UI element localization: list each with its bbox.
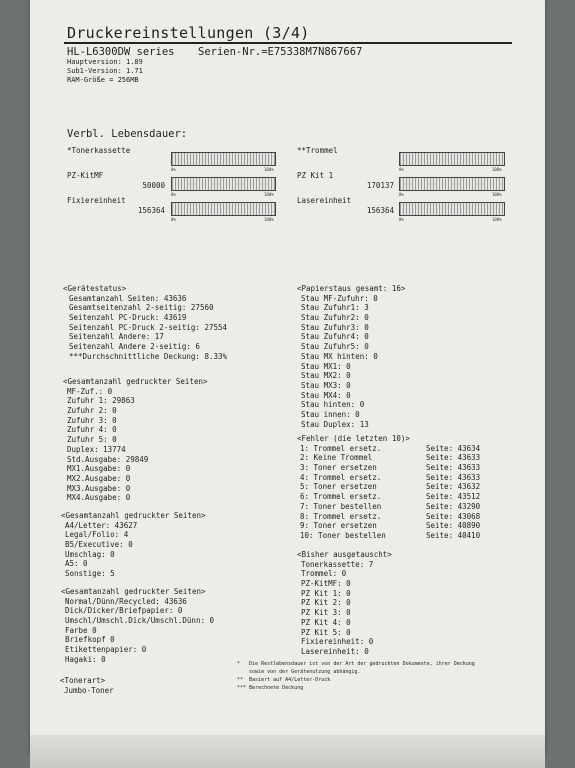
line-item: PZ-KitMF: 0 <box>301 579 351 589</box>
error-row <box>300 473 507 483</box>
error-page: Seite: 40410 <box>426 530 481 540</box>
line-item: Fixiereinheit: 0 <box>301 637 374 647</box>
error-message: 2: Keine Trommel <box>300 453 373 463</box>
error-page: Seite: 43632 <box>426 482 481 492</box>
line-item: Umschlag: 0 <box>65 549 115 559</box>
line-item: B5/Executive: 0 <box>65 540 133 550</box>
line-item: Zufuhr 1: 29863 <box>67 396 135 406</box>
ram-size: RAM-Größe = 256MB <box>67 76 139 84</box>
error-row <box>300 531 507 541</box>
replaced-parts-section <box>297 550 392 656</box>
line-item: Gesamtseitenzahl 2-seitig: 27560 <box>69 303 214 313</box>
jam-lines <box>297 293 405 429</box>
version-info <box>67 58 143 85</box>
line-item: ***Durchschnittliche Deckung: 8.33% <box>69 351 228 361</box>
error-row <box>300 521 507 531</box>
error-row <box>300 444 507 454</box>
life-bar-toner <box>171 152 276 166</box>
line-item: Umschl/Umschl.Dick/Umschl.Dünn: 0 <box>65 616 215 626</box>
line-item: Duplex: 13774 <box>67 444 126 454</box>
error-row <box>300 453 507 463</box>
bar-scale-max: 100% <box>264 167 274 172</box>
line-item: PZ Kit 1: 0 <box>301 588 351 598</box>
bar-scale-max: 100% <box>492 217 502 222</box>
bar-scale-max: 100% <box>492 167 502 172</box>
life-value-pzkitmf: 50000 <box>142 181 165 190</box>
status-lines <box>63 293 228 361</box>
life-label-fuser: Fixiereinheit <box>67 196 126 205</box>
line-item: Stau MF-Zufuhr: 0 <box>301 293 378 303</box>
bar-scale-max: 100% <box>264 192 274 197</box>
life-label-drum: **Trommel <box>297 146 338 155</box>
life-bar-drum <box>399 152 505 166</box>
error-page: Seite: 43633 <box>426 472 481 482</box>
title-rule <box>64 42 512 44</box>
error-row <box>300 482 507 492</box>
error-message: 3: Toner ersetzen <box>300 463 377 473</box>
section-heading: <Fehler (die letzten 10)> <box>297 434 410 443</box>
error-message: 8: Trommel ersetz. <box>300 511 382 521</box>
life-label-toner: *Tonerkassette <box>67 146 131 155</box>
line-item: *** Berechnete Deckung <box>237 685 304 691</box>
line-item: Zufuhr 3: 0 <box>67 415 117 425</box>
toner-type-section <box>60 676 114 695</box>
line-item: PZ Kit 2: 0 <box>301 598 351 608</box>
line-item: Sonstige: 5 <box>65 569 115 579</box>
line-item: Gesamtanzahl Seiten: 43636 <box>69 293 187 303</box>
error-log-section <box>297 434 507 540</box>
line-item: PZ Kit 5: 0 <box>301 627 351 637</box>
line-item: Zufuhr 5: 0 <box>67 435 117 445</box>
line-item: MF-Zuf.: 0 <box>67 386 113 396</box>
error-message: 4: Trommel ersetz. <box>300 472 382 482</box>
line-item: A4/Letter: 43627 <box>65 520 138 530</box>
line-item: Etikettenpapier: 0 <box>65 645 147 655</box>
line-item: Seitenzahl Andere 2-seitig: 6 <box>69 342 200 352</box>
section-heading: <Bisher ausgetauscht> <box>297 550 392 559</box>
life-bar-pzkitmf <box>171 177 276 191</box>
error-row <box>300 512 507 522</box>
bar-scale-min: 0% <box>399 167 404 172</box>
remaining-life-heading: Verbl. Lebensdauer: <box>67 128 188 140</box>
line-item: Farbe 0 <box>65 625 97 635</box>
footnotes <box>237 660 475 692</box>
section-heading: <Papierstaus gesamt: 16> <box>297 284 406 293</box>
line-item: Seitenzahl PC-Druck: 43619 <box>69 313 187 323</box>
line-item: Briefkopf 0 <box>65 635 115 645</box>
line-item: Stau Duplex: 13 <box>301 419 369 429</box>
bar-scale-min: 0% <box>399 192 404 197</box>
sub-version: Sub1-Version: 1.71 <box>67 67 143 75</box>
line-item: Seitenzahl PC-Druck 2-seitig: 27554 <box>69 322 228 332</box>
bar-scale-min: 0% <box>171 217 176 222</box>
line-item: A5: 0 <box>65 559 88 569</box>
line-item: PZ Kit 4: 0 <box>301 617 351 627</box>
life-value-fuser: 156364 <box>137 206 165 215</box>
line-item: Zufuhr 4: 0 <box>67 425 117 435</box>
replaced-lines <box>297 559 392 656</box>
line-item: Stau Zufuhr1: 3 <box>301 303 369 313</box>
line-item: Hagaki: 0 <box>65 654 106 664</box>
line-item: Std.Ausgabe: 29849 <box>67 454 149 464</box>
life-value-pzkit1: 170137 <box>366 181 394 190</box>
error-page: Seite: 43290 <box>426 501 481 511</box>
error-message: 10: Toner bestellen <box>300 530 386 540</box>
section-heading: <Tonerart> <box>60 676 106 685</box>
life-bar-pzkit1 <box>399 177 505 191</box>
bar-scale-min: 0% <box>171 167 176 172</box>
line-item: ** Basiert auf A4/Letter-Druck <box>237 677 331 683</box>
error-rows <box>297 443 507 540</box>
life-bar-fuser <box>171 202 276 216</box>
line-item: Stau Zufuhr2: 0 <box>301 313 369 323</box>
line-item: Tonerkassette: 7 <box>301 559 374 569</box>
media-lines <box>61 596 215 664</box>
error-row <box>300 492 507 502</box>
life-label-pzkitmf: PZ-KitMF <box>67 171 104 180</box>
line-item: MX4.Ausgabe: 0 <box>67 493 131 503</box>
device-status-section <box>63 284 228 361</box>
section-heading: <Gerätestatus> <box>63 284 127 293</box>
bar-scale-max: 100% <box>492 192 502 197</box>
main-version: Hauptversion: 1.89 <box>67 58 143 66</box>
page-title: Druckereinstellungen (3/4) <box>67 24 310 42</box>
model-name: HL-L6300DW series <box>67 46 175 58</box>
line-item: Lasereinheit: 0 <box>301 646 369 656</box>
line-item: Zufuhr 2: 0 <box>67 406 117 416</box>
line-item: Stau MX3: 0 <box>301 380 351 390</box>
line-item: Stau MX4: 0 <box>301 390 351 400</box>
error-message: 6: Trommel ersetz. <box>300 492 382 502</box>
serial-number: Serien-Nr.=E75338M7N867667 <box>198 46 363 58</box>
error-page: Seite: 43512 <box>426 492 481 502</box>
paper-jams-section <box>297 284 406 429</box>
error-message: 5: Toner ersetzen <box>300 482 377 492</box>
size-lines <box>61 520 206 579</box>
line-item: MX1.Ausgabe: 0 <box>67 464 131 474</box>
printed-pages-by-source <box>63 377 208 503</box>
bar-scale-min: 0% <box>399 217 404 222</box>
line-item: MX2.Ausgabe: 0 <box>67 473 131 483</box>
line-item: Stau Zufuhr5: 0 <box>301 342 369 352</box>
line-item: Dick/Dicker/Briefpapier: 0 <box>65 606 183 616</box>
section-heading: <Gesamtanzahl gedruckter Seiten> <box>61 587 206 596</box>
line-item: PZ Kit 3: 0 <box>301 608 351 618</box>
error-row <box>300 463 507 473</box>
life-label-pzkit1: PZ Kit 1 <box>297 171 334 180</box>
line-item: Normal/Dünn/Recycled: 43636 <box>65 596 187 606</box>
error-page: Seite: 43633 <box>426 453 481 463</box>
error-page: Seite: 40890 <box>426 521 481 531</box>
page-shadow <box>30 735 545 768</box>
error-page: Seite: 43633 <box>426 463 481 473</box>
line-item: MX3.Ausgabe: 0 <box>67 483 131 493</box>
printed-pages-by-size <box>61 511 206 579</box>
line-item: sowie von der Gerätenutzung abhängig. <box>237 669 361 675</box>
error-page: Seite: 43634 <box>426 443 481 453</box>
error-row <box>300 502 507 512</box>
error-message: 7: Toner bestellen <box>300 501 382 511</box>
line-item: Stau MX hinten: 0 <box>301 351 378 361</box>
line-item: Stau Zufuhr3: 0 <box>301 322 369 332</box>
line-item: Stau hinten: 0 <box>301 400 365 410</box>
section-heading: <Gesamtanzahl gedruckter Seiten> <box>63 377 208 386</box>
line-item: Stau Zufuhr4: 0 <box>301 332 369 342</box>
toner-type-value: Jumbo-Toner <box>64 685 114 695</box>
line-item: Seitenzahl Andere: 17 <box>69 332 164 342</box>
line-item: Trommel: 0 <box>301 569 347 579</box>
line-item: Legal/Folio: 4 <box>65 530 129 540</box>
bar-scale-min: 0% <box>171 192 176 197</box>
life-bar-laser <box>399 202 505 216</box>
error-page: Seite: 43068 <box>426 511 481 521</box>
line-item: Stau MX1: 0 <box>301 361 351 371</box>
section-heading: <Gesamtanzahl gedruckter Seiten> <box>61 511 206 520</box>
error-message: 1: Trommel ersetz. <box>300 443 382 453</box>
source-lines <box>63 386 208 503</box>
line-item: * Die Restlebensdauer ist von der Art der gedruckten Dokumente, ihrer Deckung <box>237 661 475 667</box>
line-item: Stau innen: 0 <box>301 409 360 419</box>
life-value-laser: 156364 <box>366 206 394 215</box>
life-label-laser: Lasereinheit <box>297 196 352 205</box>
printed-pages-by-media <box>61 587 215 664</box>
error-message: 9: Toner ersetzen <box>300 521 377 531</box>
bar-scale-max: 100% <box>264 217 274 222</box>
line-item: Stau MX2: 0 <box>301 371 351 381</box>
